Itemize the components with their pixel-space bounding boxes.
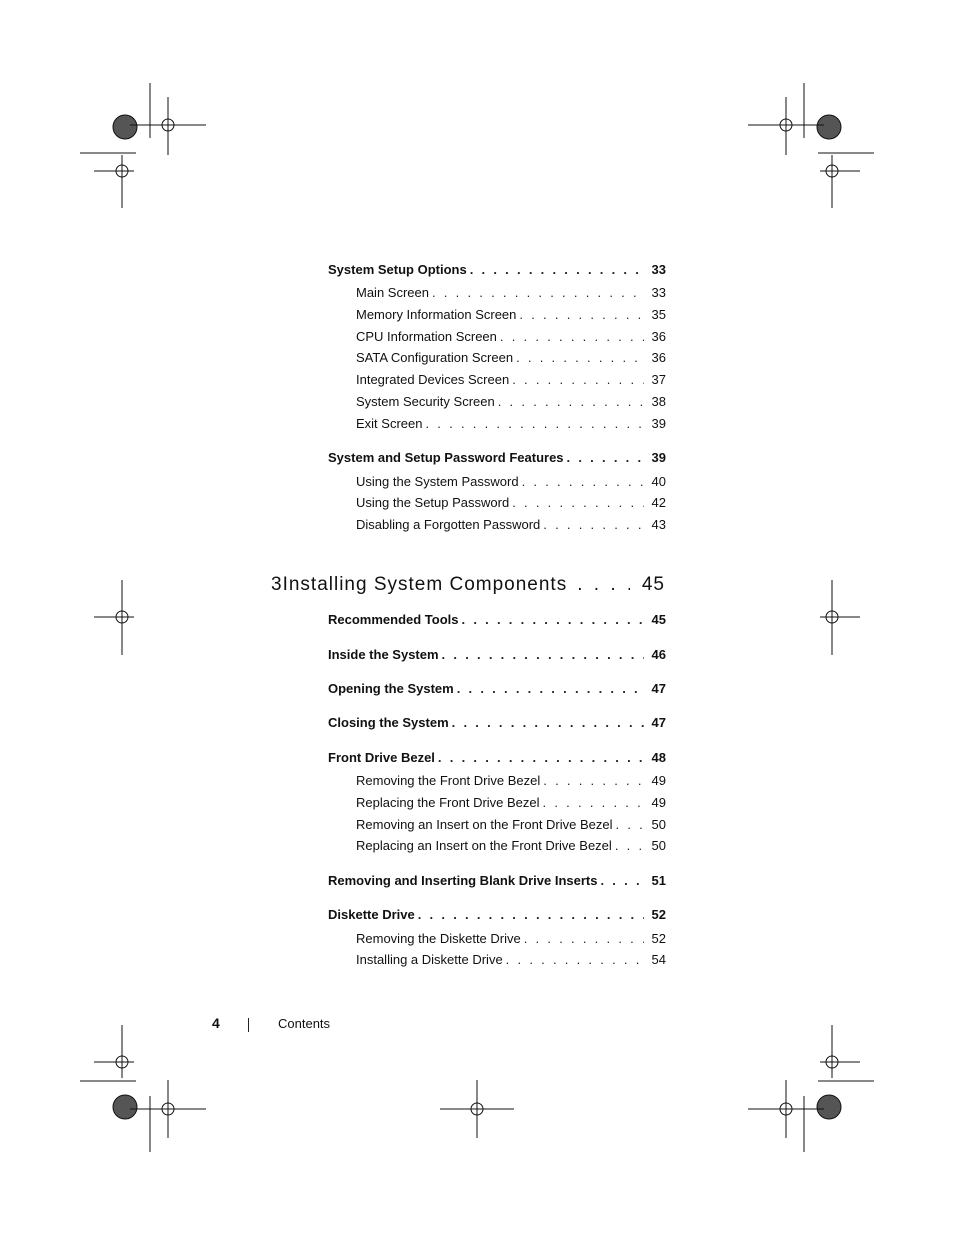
toc-entry[interactable]: Replacing the Front Drive Bezel . . . 49	[356, 791, 666, 811]
toc-entry[interactable]: System and Setup Password Features . . . 39	[328, 446, 666, 466]
toc-entry[interactable]: Opening the System . . . 47	[328, 677, 666, 697]
toc-entry[interactable]: System Security Screen . . . 38	[356, 390, 666, 410]
toc-entry[interactable]: Using the System Password . . . 40	[356, 470, 666, 490]
footer-section-title: Contents	[278, 1016, 331, 1031]
toc-entry[interactable]: Disabling a Forgotten Password . . . 43	[356, 513, 666, 533]
toc-entry[interactable]: Using the Setup Password . . . 42	[356, 491, 666, 511]
toc-entry[interactable]: Replacing an Insert on the Front Drive Bezel . . . 50	[356, 834, 666, 854]
chapter-title: Installing System Components	[282, 574, 568, 595]
toc-entry[interactable]: SATA Configuration Screen . . . 36	[356, 346, 666, 366]
footer-divider	[248, 1018, 249, 1032]
toc-entry[interactable]: Memory Information Screen . . . 35	[356, 303, 666, 323]
toc-entry[interactable]: Installing a Diskette Drive . . . 54	[356, 948, 666, 968]
toc-entry[interactable]: Removing the Diskette Drive . . . 52	[356, 927, 666, 947]
toc-entry[interactable]: Removing an Insert on the Front Drive Bezel . . . 50	[356, 813, 666, 833]
toc-entry[interactable]: Diskette Drive . . . 52	[328, 903, 666, 923]
chapter-heading[interactable]	[271, 570, 665, 596]
toc-entry[interactable]: Front Drive Bezel . . . 48	[328, 746, 666, 766]
toc-entry[interactable]: Integrated Devices Screen . . . 37	[356, 368, 666, 388]
toc-entry[interactable]: CPU Information Screen . . . 36	[356, 325, 666, 345]
toc-entry[interactable]: Closing the System . . . 47	[328, 711, 666, 731]
toc-entry[interactable]: Recommended Tools . . . 45	[328, 608, 666, 628]
toc-entry[interactable]: Inside the System . . . 46	[328, 643, 666, 663]
toc-entry[interactable]: Removing the Front Drive Bezel . . . 49	[356, 769, 666, 789]
toc-entry[interactable]: Removing and Inserting Blank Drive Inserts . . . 51	[328, 869, 666, 889]
chapter-number: 3	[271, 574, 283, 595]
toc-entry[interactable]: Exit Screen . . . 39	[356, 412, 666, 432]
toc-entry[interactable]: System Setup Options . . . 33	[328, 258, 666, 278]
footer-page-number: 4	[212, 1015, 220, 1031]
chapter-page: 45	[641, 574, 665, 595]
toc-entry[interactable]: Main Screen . . . 33	[356, 281, 666, 301]
